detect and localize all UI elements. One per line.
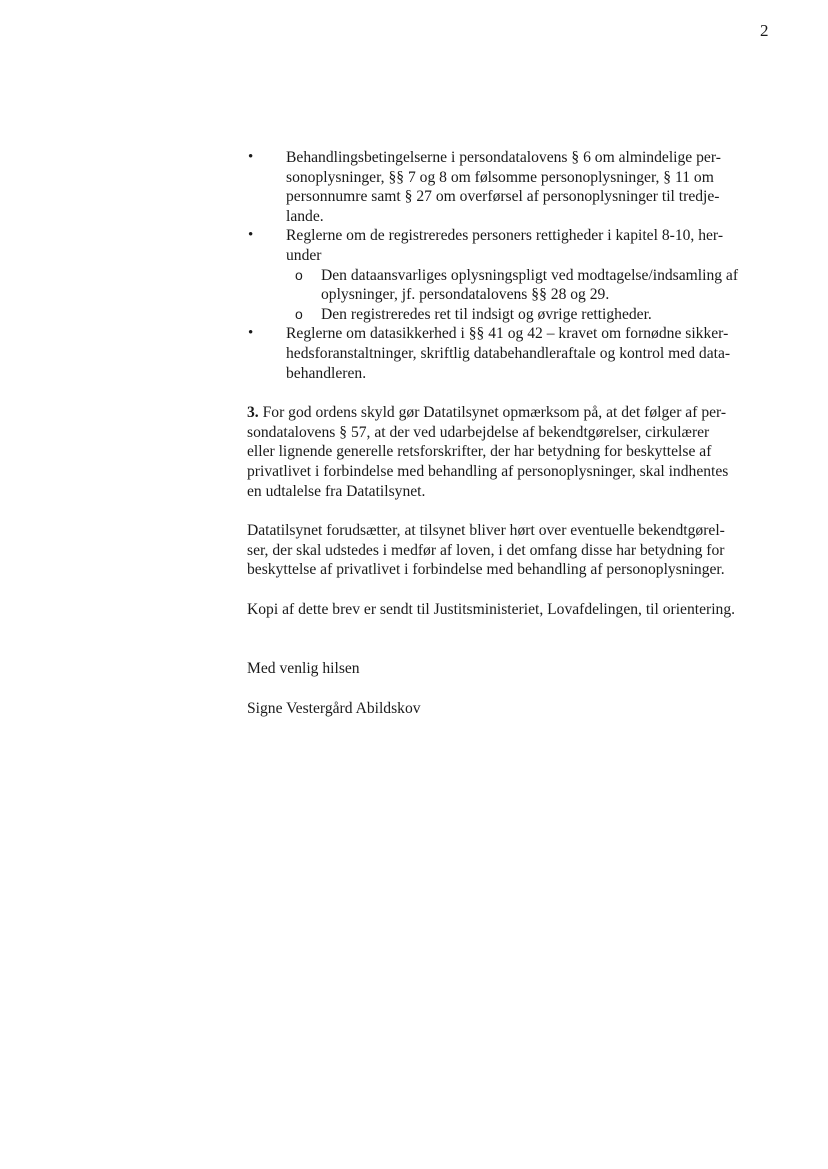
text-line: en udtalelse fra Datatilsynet. (247, 482, 426, 500)
copy-note-paragraph (247, 600, 777, 620)
text-line: behandleren. (286, 364, 367, 382)
sub-item-access-rights (247, 305, 777, 325)
text-line: sondatalovens § 57, at der ved udarbejdelse af bekendtgørelser, cirkulærer (247, 423, 710, 441)
text-line: privatlivet i forbindelse med behandling af personoplysninger, skal indhentes (247, 462, 729, 480)
text-line: personnumre samt § 27 om overførsel af personoplysninger til tredje- (286, 188, 720, 206)
bullet-dot-icon: • (248, 227, 254, 244)
copy-note: Kopi af dette brev er sendt til Justitsministeriet, Lovafdelingen, til orientering. (247, 600, 736, 618)
circle-bullet-icon: o (295, 266, 303, 283)
letter-body (247, 148, 777, 719)
closing-greeting (247, 659, 777, 679)
text-line: oplysninger, jf. persondatalovens §§ 28 og 29. (321, 286, 610, 304)
signer-name: Signe Vestergård Abildskov (247, 700, 421, 718)
text-span: For god ordens skyld gør Datatilsynet opmærksom på, at det følger af per- (258, 404, 727, 422)
text-line: sonoplysninger, §§ 7 og 8 om følsomme personoplysninger, § 11 om (286, 168, 714, 186)
text-line: lande. (286, 207, 324, 225)
section-number: 3. (247, 404, 259, 422)
consultation-paragraph (247, 521, 777, 580)
text-line: ser, der skal udstedes i medfør af loven, i det omfang disse har betydning for (247, 541, 725, 559)
text-line: under (286, 246, 322, 264)
bullet-dot-icon: • (248, 149, 254, 165)
signature-block (247, 699, 777, 719)
bullet-item-processing-conditions (247, 148, 777, 226)
text-line: Reglerne om datasikkerhed i §§ 41 og 42 – kravet om fornødne sikker- (286, 325, 729, 343)
sub-item-information-duty (247, 266, 777, 305)
bullet-item-data-security (247, 324, 777, 383)
bullet-item-data-subject-rights (247, 226, 777, 265)
text-line (247, 403, 777, 423)
text-line: Datatilsynet forudsætter, at tilsynet bliver hørt over eventuelle bekendtgørel- (247, 522, 725, 540)
bullet-dot-icon: • (248, 325, 254, 342)
page-number: 2 (760, 21, 769, 40)
text-line: hedsforanstaltninger, skriftlig databehandleraftale og kontrol med data- (286, 344, 731, 362)
text-line: eller lignende generelle retsforskrifter, der har betydning for beskyttelse af (247, 443, 712, 461)
text-line: Den registreredes ret til indsigt og øvrige rettigheder. (321, 305, 652, 323)
circle-bullet-icon: o (295, 305, 303, 322)
section-3-paragraph (247, 403, 777, 501)
text-line: Reglerne om de registreredes personers rettigheder i kapitel 8-10, her- (286, 227, 724, 245)
closing-text: Med venlig hilsen (247, 660, 360, 678)
text-line: beskyttelse af privatlivet i forbindelse med behandling af personoplysninger. (247, 561, 725, 579)
text-line: Den dataansvarliges oplysningspligt ved modtagelse/indsamling af (321, 266, 739, 284)
text-line: Behandlingsbetingelserne i persondatalovens § 6 om almindelige per- (286, 149, 721, 166)
